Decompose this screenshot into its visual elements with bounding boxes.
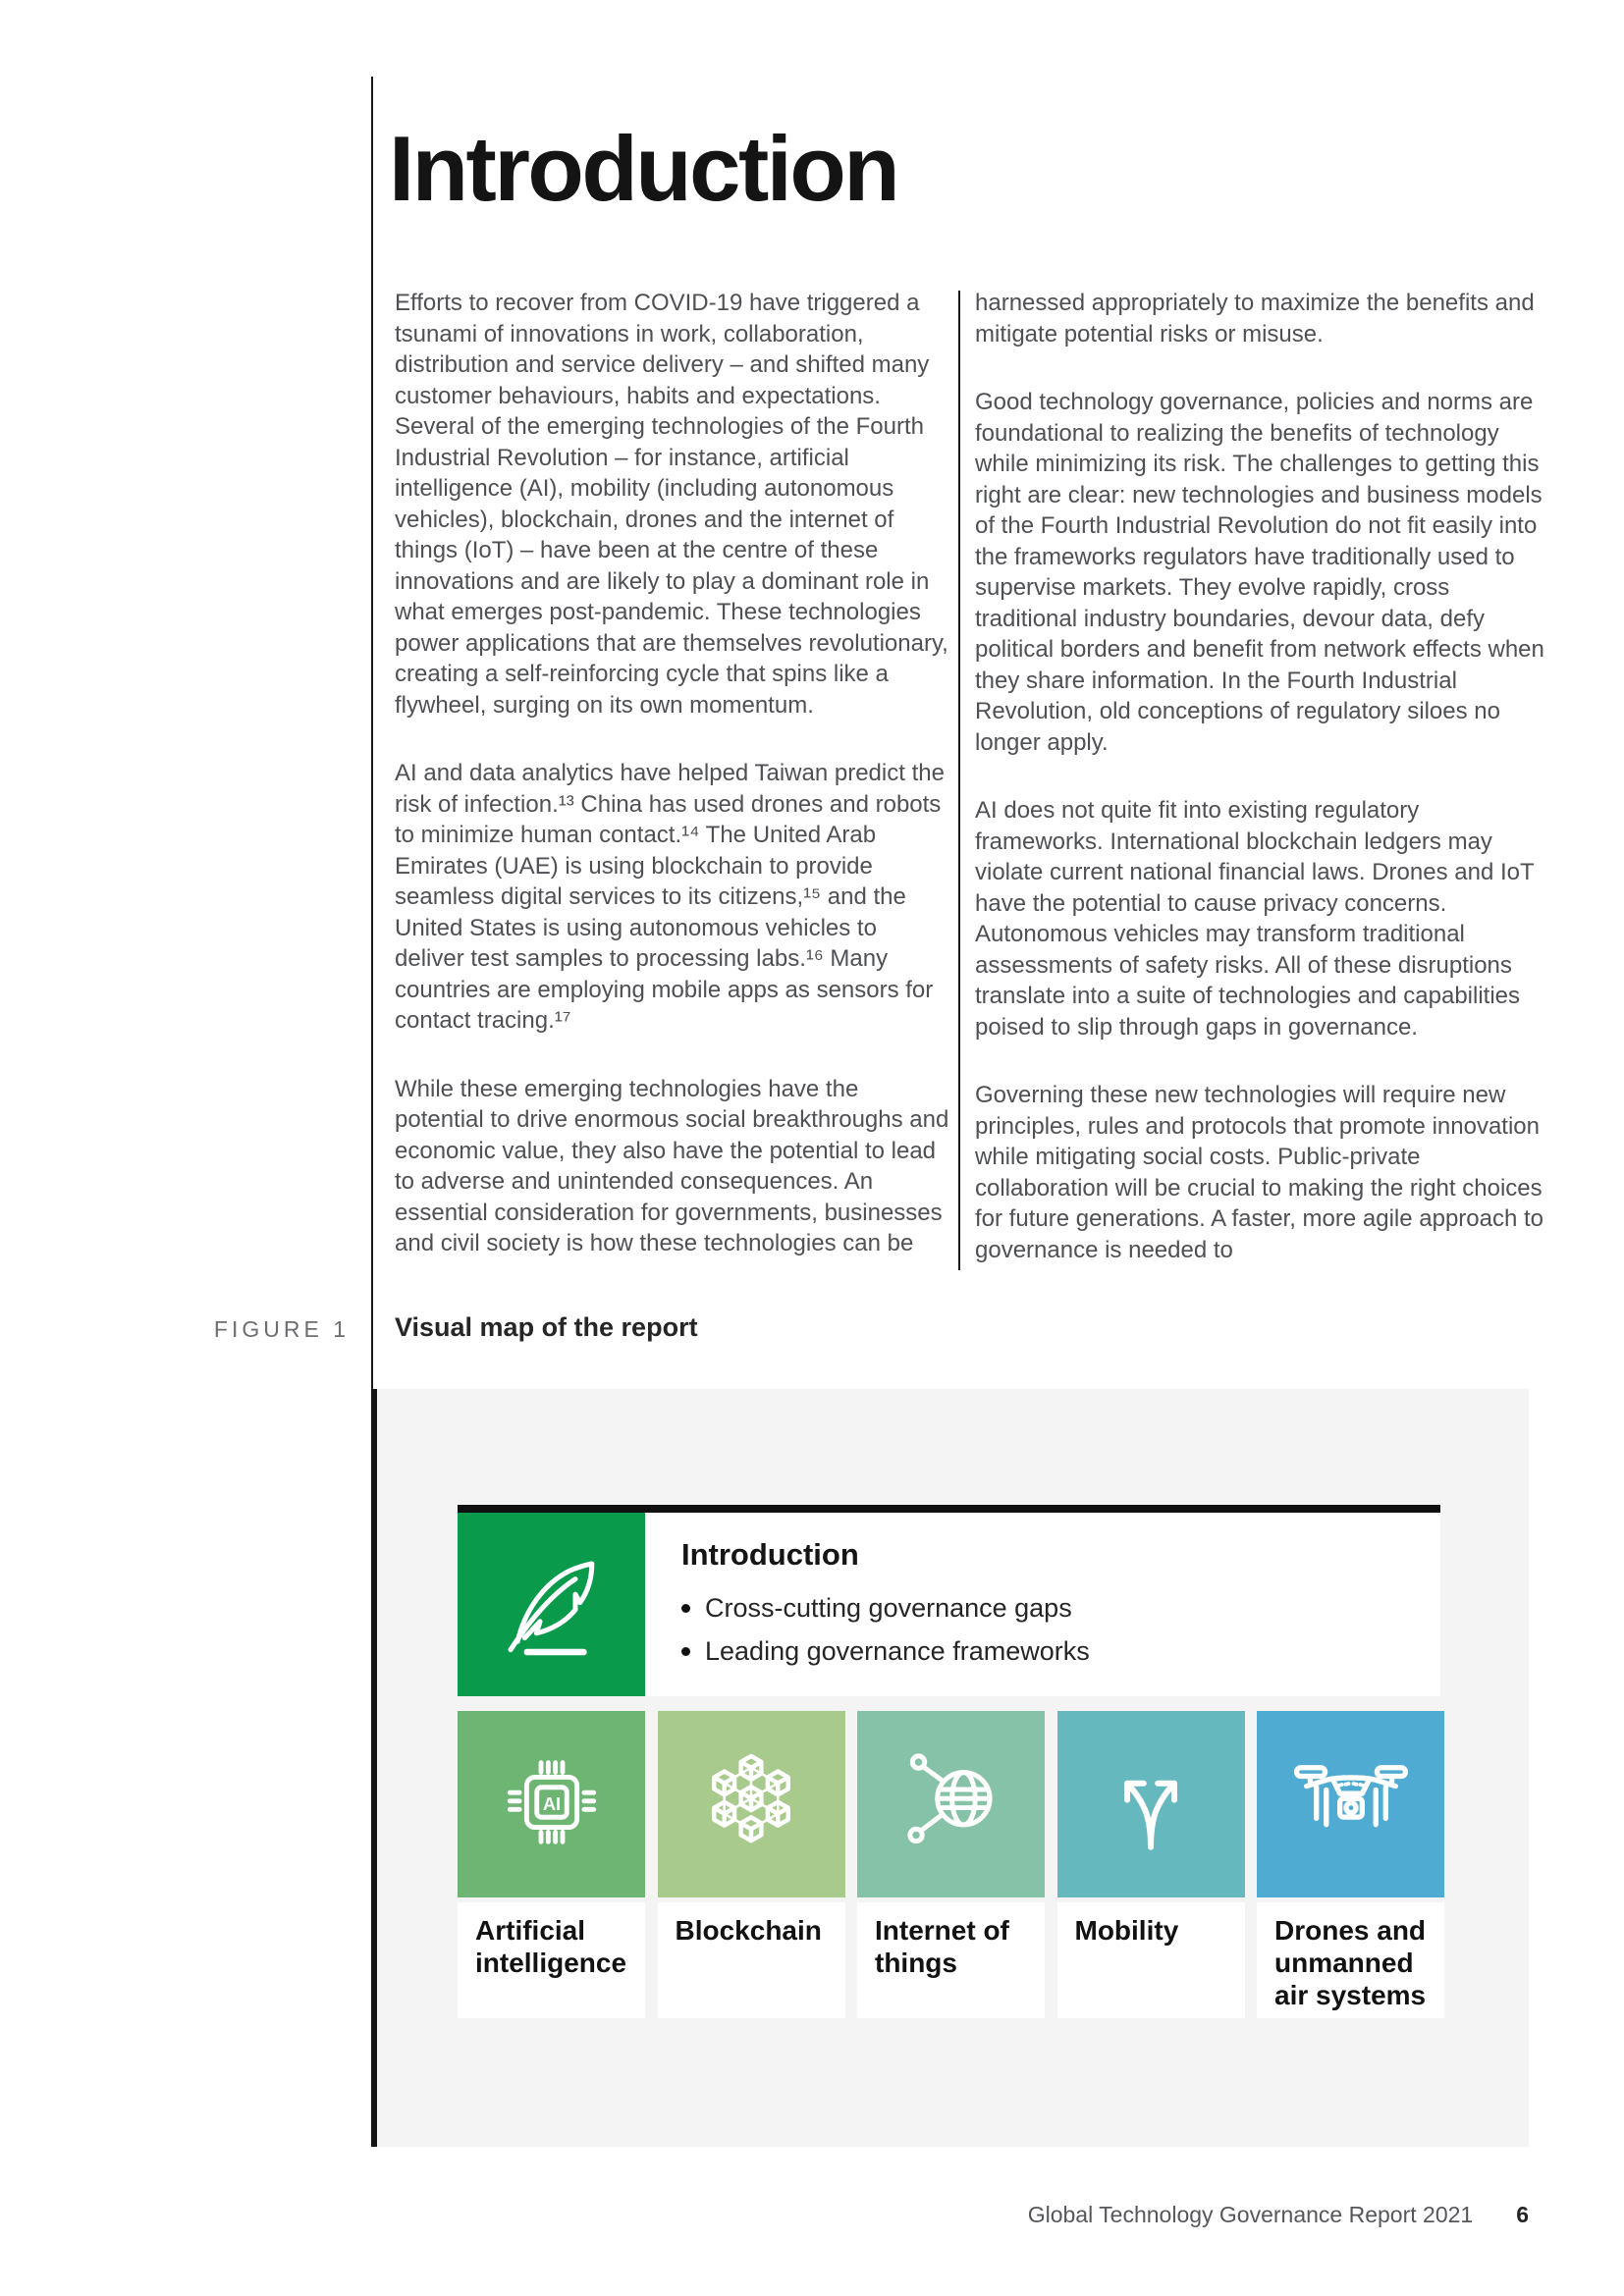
tile-label: Artificial intelligence xyxy=(458,1902,645,2018)
drone-icon xyxy=(1289,1740,1413,1869)
paragraph: Good technology governance, policies and norms are foundational to realizing the benefits of technology while minimizing its risk. The challenges to getting this right are clear: new technologies and business models of the Fourth Industrial Revolution do not fit easily into the frameworks regulators have traditionally used to supervise markets. They evolve rapidly, cross traditional industry boundaries, devour data, defy political borders and benefit from network effects when they share information. In the Fourth Industrial Revolution, old conceptions of regulatory siloes no longer apply. xyxy=(975,389,1544,756)
left-vertical-rule xyxy=(371,77,373,1389)
page-title: Introduction xyxy=(389,116,898,220)
tile-icon-square xyxy=(1257,1711,1444,1897)
page-footer xyxy=(1028,2202,1529,2228)
mobility-arrows-icon xyxy=(1092,1743,1210,1866)
tile-icon-square xyxy=(1057,1711,1245,1897)
quill-icon xyxy=(458,1513,645,1696)
iot-globe-icon xyxy=(891,1741,1012,1868)
paragraph: AI and data analytics have helped Taiwan predict the risk of infection.¹³ China has used drones and robots to minimize human contact.¹⁴ The United Arab Emirates (UAE) is using blockchain to provide seamless digital services to its citizens,¹⁵ and the United States is using autonomous vehicles to deliver test samples to processing labs.¹⁶ Many countries are employing mobile apps as sensors for contact tracing.¹⁷ xyxy=(395,760,945,1034)
figure-tile xyxy=(1257,1711,1444,2018)
tile-icon-square xyxy=(458,1711,645,1897)
footer-page-number: 6 xyxy=(1516,2202,1529,2227)
figure-intro-card xyxy=(458,1505,1440,1696)
tile-icon-square xyxy=(857,1711,1045,1897)
figure-tile xyxy=(658,1711,845,2018)
bullet-label: Leading governance frameworks xyxy=(705,1636,1090,1666)
paragraph: While these emerging technologies have the potential to drive enormous social breakthroughs and economic value, they also have the potential to lead to adverse and unintended consequences. An essential consideration for governments, businesses and civil society is how these technologies can be xyxy=(395,1075,949,1256)
column-divider-rule xyxy=(958,291,960,1270)
intro-card-title: Introduction xyxy=(681,1537,859,1572)
body-left-column xyxy=(395,288,950,1297)
figure-tile xyxy=(1057,1711,1245,2018)
ai-chip-icon xyxy=(492,1742,612,1867)
footer-report-title: Global Technology Governance Report 2021 xyxy=(1027,2202,1474,2227)
intro-bullet-item xyxy=(681,1593,1440,1624)
figure-panel xyxy=(371,1389,1529,2147)
tile-label: Mobility xyxy=(1057,1902,1245,2018)
paragraph: harnessed appropriately to maximize the benefits and mitigate potential risks or misuse. xyxy=(975,290,1535,347)
intro-bullet-item xyxy=(681,1636,1440,1667)
figure-caption: Visual map of the report xyxy=(395,1312,698,1342)
tile-label: Internet of things xyxy=(857,1902,1045,2018)
figure-tile xyxy=(458,1711,645,2018)
bullet-dot-icon xyxy=(681,1647,690,1656)
tile-icon-square xyxy=(658,1711,845,1897)
paragraph: Efforts to recover from COVID-19 have triggered a tsunami of innovations in work, collaboration, distribution and service delivery – and shifted many customer behaviours, habits and expectations. Several of the emerging technologies of the Fourth Industrial Revolution – for instance, artificial intelligence (AI), mobility (including autonomous vehicles), blockchain, drones and the internet of things (IoT) – have been at the centre of these innovations and are likely to play a dominant role in what emerges post-pandemic. These technologies power applications that are themselves revolutionary, creating a self-reinforcing cycle that spins like a flywheel, surging on its own momentum. xyxy=(395,290,948,719)
bullet-label: Cross-cutting governance gaps xyxy=(705,1593,1072,1623)
blockchain-icon xyxy=(687,1738,815,1871)
bullet-dot-icon xyxy=(681,1604,690,1613)
intro-card-body xyxy=(645,1513,1440,1696)
figure-tile xyxy=(857,1711,1045,2018)
svg-text:AI: AI xyxy=(542,1792,561,1814)
tile-label: Drones and unmanned air systems xyxy=(1257,1902,1444,2018)
figure-label: FIGURE 1 xyxy=(213,1316,350,1342)
paragraph: AI does not quite fit into existing regulatory frameworks. International blockchain ledgers may violate current national financial laws. Drones and IoT have the potential to cause privacy concerns. Autonomous vehicles may transform traditional assessments of safety risks. All of these disruptions translate into a suite of technologies and capabilities poised to slip through gaps in governance. xyxy=(975,797,1535,1041)
paragraph: Governing these new technologies will require new principles, rules and protocols that promote innovation while mitigating social costs. Public-private collaboration will be crucial to making the right choices for future generations. A faster, more agile approach to governance is needed to xyxy=(975,1082,1544,1263)
tile-label: Blockchain xyxy=(658,1902,845,2018)
body-right-column xyxy=(975,288,1544,1303)
